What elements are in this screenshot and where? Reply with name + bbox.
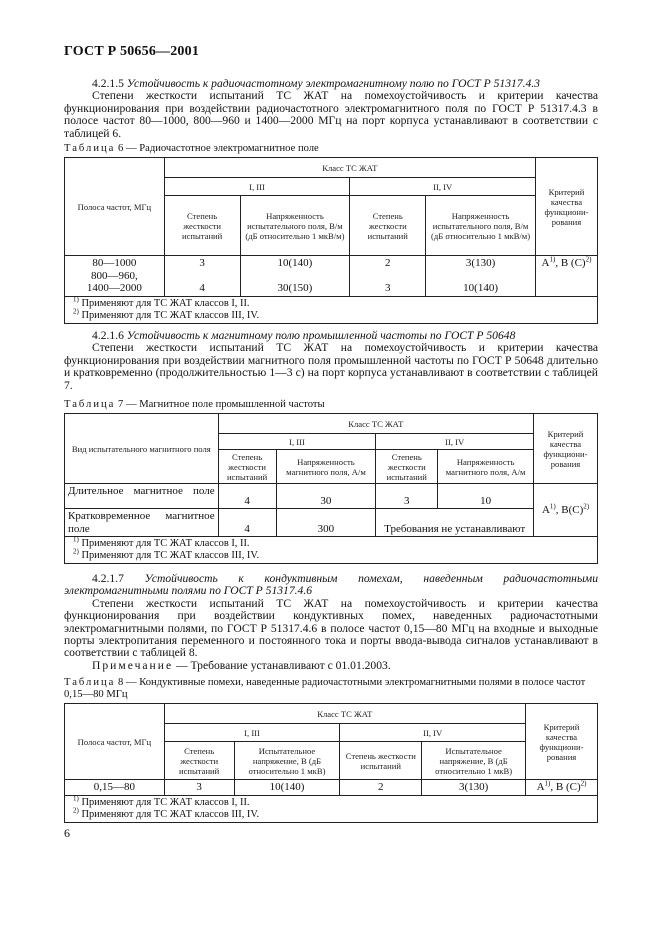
- sub-header: Напряженность магнитного поля, А/м: [438, 450, 534, 484]
- note-label: Примечание: [92, 659, 174, 672]
- criterion-cell: $A^{1)}$, B $(C)^{2)}$: [535, 256, 597, 297]
- section-heading: Устойчивость к магнитному полю промышленной частоты по ГОСТ Р 50648: [126, 329, 516, 342]
- section-text: Степени жесткости испытаний ТС ЖАТ на помехоустойчивость и критерии качества функционирования при воздействии радиочастотного электромагнитного поля по ГОСТ Р 51317.4.3 в полосе частот 80—1000, 800—960 и 1400—2000 МГц на порт корпуса устанавливают в соответствии с таблицей 6.: [64, 89, 598, 140]
- class-header: Класс ТС ЖАТ: [164, 158, 535, 178]
- document-header: ГОСТ Р 50656—2001: [64, 44, 200, 59]
- section-text: Степени жесткости испытаний ТС ЖАТ на помехоустойчивость и критерии качества функционирования при воздействии кондуктивных помех, наведенных радиочастотными электромагнитными полями, по ГОСТ Р 51317.4.6 в полосе частот 0,15—80 МГц на входные и выходные порты электропитания переменного и постоянного тока и порты ввода-вывода сигналов устанавливают в соответствии с таблицей 8.: [64, 596, 598, 660]
- criterion-header: Критерий качества функционирования: [526, 704, 598, 780]
- section-4-2-1-5: [64, 78, 598, 140]
- table-6: [64, 157, 598, 324]
- table-row: [65, 484, 598, 509]
- table8-caption: Таблица 8 — Кондуктивные помехи, наведенные радиочастотными электромагнитными полями в полосе частот 0,15—80 МГц: [64, 677, 586, 700]
- table-cell: 4: [218, 484, 276, 509]
- sub-header: Степень жесткости испытаний: [350, 196, 426, 256]
- table-cell: 0,15—80: [65, 780, 165, 796]
- class-header: Класс ТС ЖАТ: [164, 704, 525, 724]
- note-text: — Требование устанавливают с 01.01.2003.: [176, 659, 391, 672]
- table-row: [65, 780, 598, 796]
- class-header: Класс ТС ЖАТ: [218, 414, 533, 434]
- table-footnotes: $^{1)}$ Применяют для ТС ЖАТ классов I, II. $^{2)}$ Применяют для ТС ЖАТ классов III, IV.: [65, 795, 598, 822]
- footnote: Применяют для ТС ЖАТ классов I, II.: [81, 796, 250, 808]
- table-row: [65, 509, 598, 537]
- table-cell: 10(140): [463, 282, 498, 294]
- criterion-cell: $A^{1)}$, B $(C)^{2)}$: [526, 780, 598, 796]
- sub-header: Напряженность испытательного поля, В/м (дБ относительно 1 мкВ/м): [426, 196, 536, 256]
- group-header-2: II, IV: [340, 724, 526, 742]
- section-number: 4.2.1.7: [92, 572, 124, 585]
- section-number: 4.2.1.5: [92, 77, 124, 90]
- sub-header: Испытательное напряжение, В (дБ относительно 1 мкВ): [234, 742, 340, 780]
- col-header-band: Полоса частот, МГц: [65, 158, 165, 256]
- group-header-1: I, III: [164, 178, 350, 196]
- table-7: [64, 413, 598, 564]
- section-heading: Устойчивость к кондуктивным помехам, наведенным радиочастотными электромагнитными полями по ГОСТ Р 51317.4.6: [64, 572, 598, 598]
- table-cell: Кратковременное магнитное поле: [65, 509, 219, 537]
- table6-caption: Таблица 6 — Радиочастотное электромагнитное поле: [64, 143, 319, 154]
- section-heading: Устойчивость к радиочастотному электромагнитному полю по ГОСТ Р 51317.4.3: [126, 77, 540, 90]
- sub-header: Напряженность магнитного поля, А/м: [276, 450, 376, 484]
- footnote: Применяют для ТС ЖАТ классов III, IV.: [81, 808, 260, 820]
- group-header-2: II, IV: [350, 178, 536, 196]
- note: [64, 660, 598, 672]
- table-cell: 3(130): [465, 257, 496, 269]
- table-footnotes: $^{1)}$ Применяют для ТС ЖАТ классов I, II. $^{2)}$ Применяют для ТС ЖАТ классов III, IV.: [65, 537, 598, 564]
- footnote: Применяют для ТС ЖАТ классов I, II.: [81, 538, 250, 549]
- sub-header: Степень жесткости испытаний: [340, 742, 422, 780]
- table-cell: 4: [199, 282, 205, 294]
- page-number: 6: [64, 826, 70, 840]
- table-cell: Длительное магнитное поле: [65, 484, 219, 509]
- table-cell: 10(140): [234, 780, 340, 796]
- table-cell: 30(150): [277, 282, 313, 294]
- sub-header: Степень жесткости испытаний: [376, 450, 438, 484]
- criterion-cell: $A^{1)}$, $B(C)^{2)}$: [534, 484, 598, 537]
- table-cell: 1400—2000: [86, 282, 142, 294]
- table-cell: 30: [276, 484, 376, 509]
- table-cell: 3: [199, 257, 205, 269]
- table-cell: 3: [376, 484, 438, 509]
- sub-header: Степень жесткости испытаний: [218, 450, 276, 484]
- group-header-1: I, III: [218, 434, 376, 450]
- section-number: 4.2.1.6: [92, 329, 124, 342]
- sub-header: Испытательное напряжение, В (дБ относительно 1 мкВ): [422, 742, 526, 780]
- section-4-2-1-7: [64, 573, 598, 660]
- table-cell: 2: [340, 780, 422, 796]
- col-header-field: Вид испытательного магнитного поля: [65, 414, 219, 484]
- group-header-2: II, IV: [376, 434, 534, 450]
- table-row: [65, 256, 598, 297]
- table-footnotes: $^{1)}$ Применяют для ТС ЖАТ классов I, II. $^{2)}$ Применяют для ТС ЖАТ классов III, IV.: [65, 296, 598, 323]
- footnote: Применяют для ТС ЖАТ классов III, IV.: [81, 550, 260, 562]
- sub-header: Степень жесткости испытаний: [164, 742, 234, 780]
- table-cell: 10: [438, 484, 534, 509]
- sub-header: Степень жесткости испытаний: [164, 196, 240, 256]
- table-cell: 800—960,: [90, 269, 138, 282]
- section-text: Степени жесткости испытаний ТС ЖАТ на помехоустойчивость и критерии качества функционирования при воздействии магнитного поля промышленной частоты по ГОСТ Р 50648 длительно и кратковременно (продолжительностью 1—3 с) на порт корпуса устанавливают в соответствии с таблицей 7.: [64, 341, 598, 392]
- footnote: Применяют для ТС ЖАТ классов I, II.: [81, 297, 250, 309]
- table-cell: Требования не устанавливают: [376, 509, 534, 537]
- table-cell: 4: [218, 509, 276, 537]
- table-cell: 300: [276, 509, 376, 537]
- sub-header: Напряженность испытательного поля, В/м (дБ относительно 1 мкВ/м): [240, 196, 350, 256]
- group-header-1: I, III: [164, 724, 340, 742]
- criterion-header: Критерий качества функционирования: [534, 414, 598, 484]
- table-cell: 10(140): [277, 257, 313, 269]
- col-header-band: Полоса частот, МГц: [65, 704, 165, 780]
- table-cell: 3(130): [422, 780, 526, 796]
- table7-caption: Таблица 7 — Магнитное поле промышленной частоты: [64, 399, 325, 410]
- table-8: [64, 703, 598, 823]
- table-cell: 3: [385, 282, 391, 294]
- criterion-header: Критерий качества функционирования: [535, 158, 597, 256]
- table-cell: 80—1000: [92, 257, 137, 269]
- table-cell: 3: [164, 780, 234, 796]
- section-4-2-1-6: [64, 330, 598, 392]
- table-cell: 2: [385, 257, 391, 269]
- footnote: Применяют для ТС ЖАТ классов III, IV.: [81, 309, 260, 321]
